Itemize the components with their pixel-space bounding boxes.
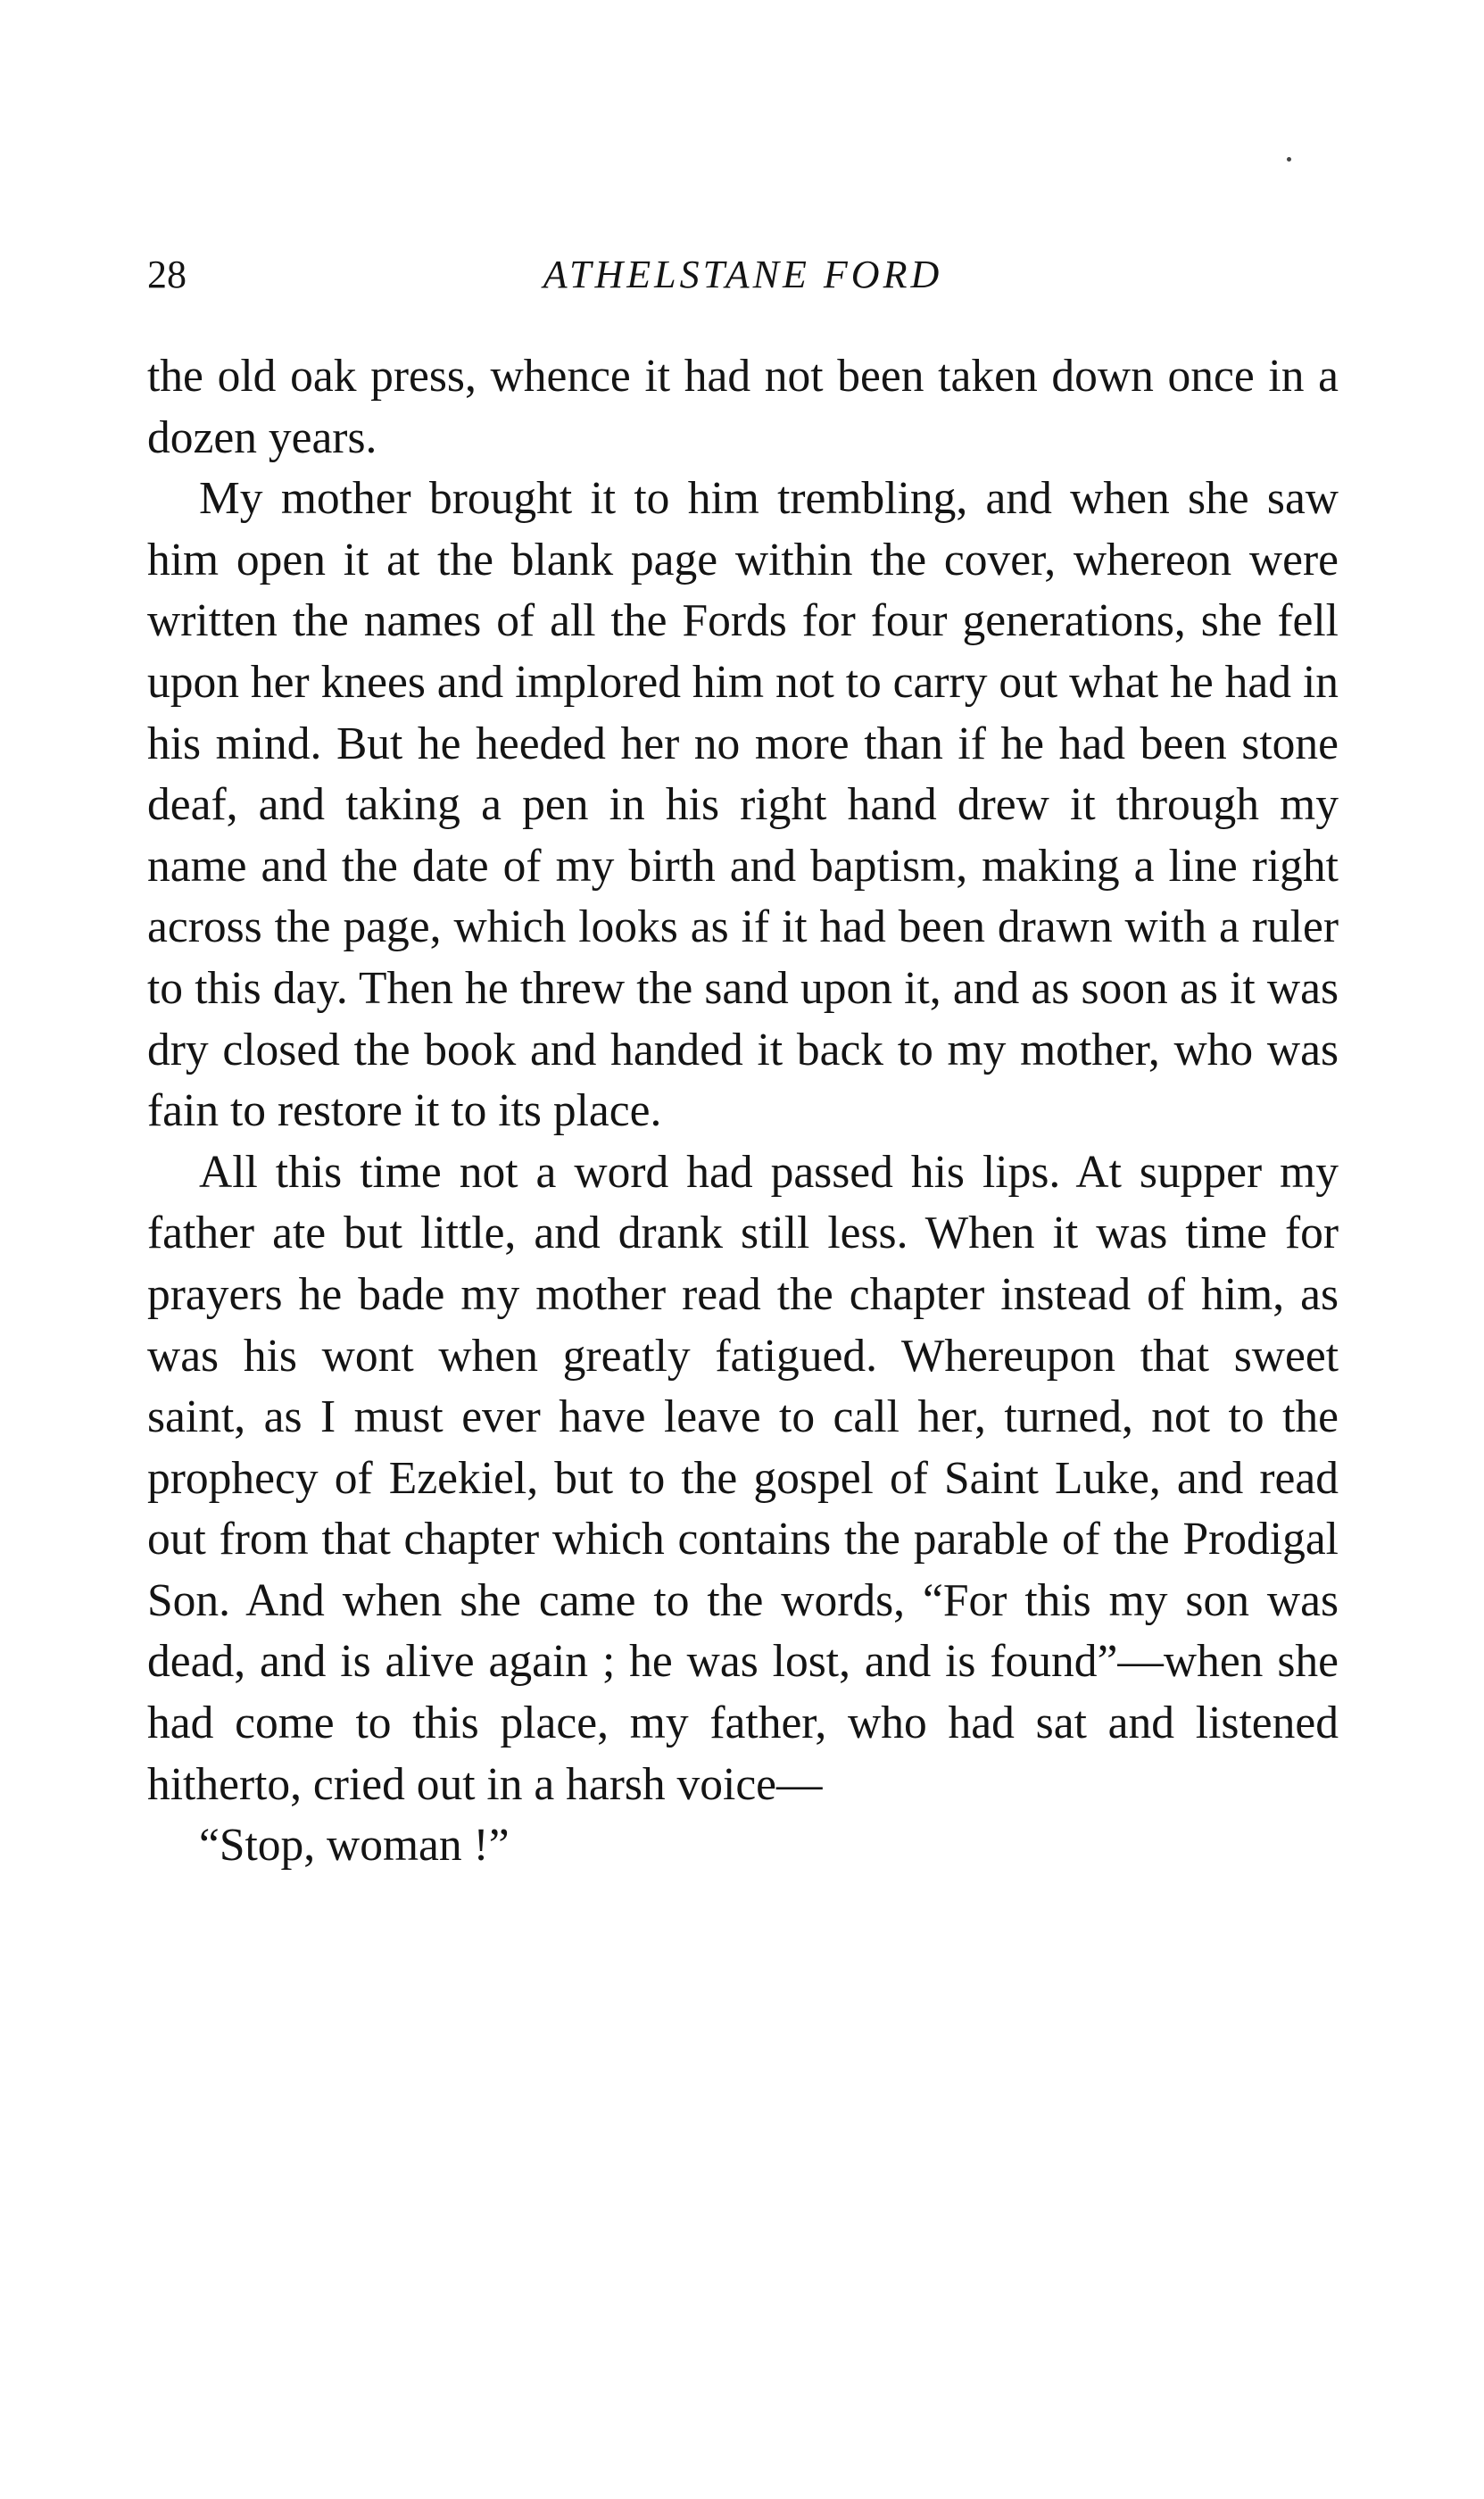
body-text	[147, 346, 1339, 1877]
paragraph-dialogue: “Stop, woman !”	[199, 1820, 510, 1872]
paragraph: My mother brought it to him trembling, and when she saw him open it at the blank page within the cover, whereon were written the names of all the Fords for four generations, she fell upon her knees and implored him not to carry out what he had in his mind. But he heeded her no more than if he had been stone deaf, and taking a pen in his right hand drew it through my name and the date of my birth and baptism, making a line right across the page, which looks as if it had been drawn with a ruler to this day. Then he threw the sand upon it, and as soon as it was dry closed the book and handed it back to my mother, who was fain to restore it to its place.	[147, 473, 1339, 1137]
page-header	[147, 248, 1339, 302]
page-number: 28	[147, 253, 187, 296]
print-speck	[1287, 157, 1291, 162]
paragraph: All this time not a word had passed his lips. At supper my father ate but little, and drank still less. When it was time for prayers he bade my mother read the chapter instead of him, as was his wont when greatly fatigued. Whereupon that sweet saint, as I must ever have leave to call her, turned, not to the prophecy of Ezekiel, but to the gospel of Saint Luke, and read out from that chapter which contains the parable of the Prodigal Son. And when she came to the words, “For this my son was dead, and is alive again ; he was lost, and is found”—when she had come to this place, my father, who had sat and listened hitherto, cried out in a harsh voice—	[147, 1146, 1339, 1810]
paragraph-continued: the old oak press, whence it had not been taken down once in a dozen years.	[147, 351, 1339, 463]
running-title: ATHELSTANE FORD	[543, 253, 943, 296]
